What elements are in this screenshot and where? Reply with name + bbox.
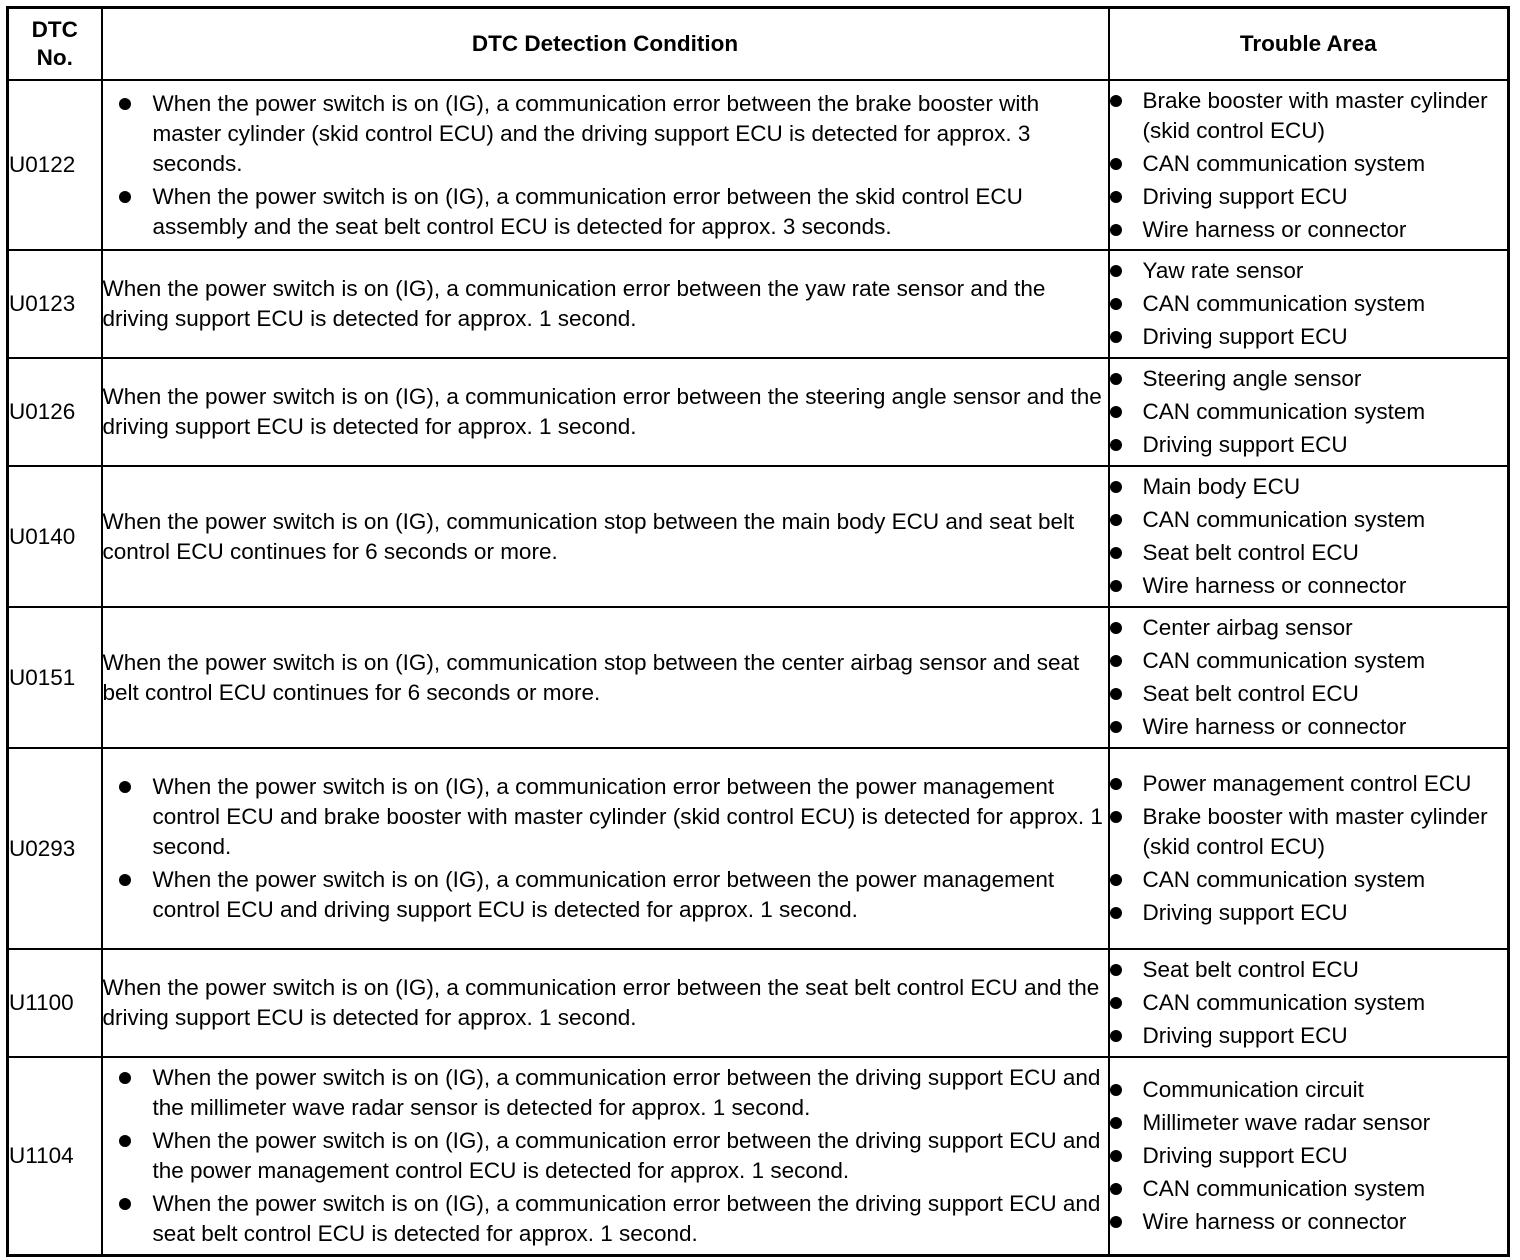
condition-text: When the power switch is on (IG), communication stop between the main body ECU and seat belt control ECU continues for 6 seconds or more. <box>102 508 1075 564</box>
condition-item <box>119 1126 1108 1186</box>
trouble-area-list <box>1110 364 1508 460</box>
header-dtc-no-line2: No. <box>36 45 73 70</box>
trouble-area-text: Steering angle sensor <box>1142 366 1362 391</box>
trouble-area-item <box>1110 322 1508 352</box>
trouble-area-item <box>1110 1207 1508 1237</box>
trouble-area <box>1109 607 1509 748</box>
bullet-icon <box>1110 1117 1122 1129</box>
detection-condition <box>102 949 1109 1057</box>
trouble-area-item <box>1110 430 1508 460</box>
trouble-area-item <box>1110 571 1508 601</box>
trouble-area-text: Power management control ECU <box>1142 771 1472 796</box>
detection-condition <box>102 607 1109 748</box>
dtc-code: U0122 <box>8 80 102 250</box>
trouble-area-text: Yaw rate sensor <box>1142 258 1304 283</box>
table-row <box>8 358 1509 466</box>
condition-item <box>119 1063 1108 1123</box>
trouble-area-item <box>1110 769 1508 799</box>
condition-text: When the power switch is on (IG), a communication error between the seat belt control ECU and the driving support ECU is detected for approx. 1 second. <box>102 975 1100 1030</box>
bullet-icon <box>1110 1183 1122 1195</box>
trouble-area-item <box>1110 646 1508 676</box>
condition-text: When the power switch is on (IG), a communication error between the power management control ECU and driving support ECU is detected for approx. 1 second. <box>152 867 1055 922</box>
trouble-area-text: Wire harness or connector <box>1142 573 1407 598</box>
bullet-icon <box>119 98 131 110</box>
trouble-area-item <box>1110 215 1508 245</box>
bullet-icon <box>1110 622 1122 634</box>
detection-condition <box>102 1057 1109 1255</box>
trouble-area-text: Wire harness or connector <box>1142 714 1407 739</box>
dtc-code: U1100 <box>8 949 102 1057</box>
trouble-area-list <box>1110 472 1508 601</box>
dtc-code: U0151 <box>8 607 102 748</box>
detection-condition <box>102 748 1109 949</box>
bullet-icon <box>1110 964 1122 976</box>
condition-text: When the power switch is on (IG), a communication error between the brake booster with master cylinder (skid control ECU) and the driving support ECU is detected for approx. 3 seconds. <box>152 90 1040 176</box>
bullet-icon <box>119 1072 131 1084</box>
trouble-area-text: Driving support ECU <box>1142 432 1348 457</box>
bullet-icon <box>119 1198 131 1210</box>
trouble-area-item <box>1110 538 1508 568</box>
bullet-icon <box>1110 514 1122 526</box>
trouble-area-item <box>1110 898 1508 928</box>
trouble-area-item <box>1110 86 1508 146</box>
trouble-area-list <box>1110 769 1508 928</box>
trouble-area-item <box>1110 1141 1508 1171</box>
trouble-area-item <box>1110 955 1508 985</box>
bullet-icon <box>1110 1150 1122 1162</box>
trouble-area-text: CAN communication system <box>1142 990 1426 1015</box>
bullet-icon <box>1110 580 1122 592</box>
trouble-area-text: CAN communication system <box>1142 150 1426 176</box>
table-row <box>8 748 1509 949</box>
bullet-icon <box>1110 439 1122 451</box>
trouble-area-text: Wire harness or connector <box>1142 1208 1407 1234</box>
trouble-area-text: CAN communication system <box>1142 399 1426 424</box>
trouble-area-text: Driving support ECU <box>1142 183 1348 209</box>
table-row <box>8 250 1509 358</box>
bullet-icon <box>1110 331 1122 343</box>
trouble-area-text: Center airbag sensor <box>1142 615 1353 640</box>
bullet-icon <box>1110 1084 1122 1096</box>
trouble-area-item <box>1110 149 1508 179</box>
trouble-area-item <box>1110 679 1508 709</box>
trouble-area-item <box>1110 397 1508 427</box>
trouble-area-item <box>1110 1108 1508 1138</box>
detection-condition <box>102 358 1109 466</box>
dtc-code: U0293 <box>8 748 102 949</box>
header-dtc-no-line1: DTC <box>31 17 78 42</box>
condition-list <box>119 89 1108 242</box>
dtc-code: U1104 <box>8 1057 102 1255</box>
table-row <box>8 1057 1509 1255</box>
bullet-icon <box>1110 688 1122 700</box>
trouble-area-item <box>1110 1021 1508 1051</box>
bullet-icon <box>1110 158 1122 170</box>
header-row <box>8 8 1509 81</box>
bullet-icon <box>1110 1216 1122 1228</box>
trouble-area-text: CAN communication system <box>1142 867 1426 892</box>
bullet-icon <box>1110 907 1122 919</box>
trouble-area-text: CAN communication system <box>1142 648 1426 673</box>
trouble-area-text: Brake booster with master cylinder (skid control ECU) <box>1142 87 1488 143</box>
condition-text: When the power switch is on (IG), a communication error between the skid control ECU assembly and the seat belt control ECU is detected for approx. 3 seconds. <box>152 183 1023 239</box>
trouble-area <box>1109 1057 1509 1255</box>
trouble-area-text: Brake booster with master cylinder (skid control ECU) <box>1142 804 1488 859</box>
trouble-area-item <box>1110 364 1508 394</box>
trouble-area-text: Driving support ECU <box>1142 1023 1348 1048</box>
trouble-area <box>1109 466 1509 607</box>
trouble-area-text: Seat belt control ECU <box>1142 681 1359 706</box>
bullet-icon <box>1110 191 1122 203</box>
bullet-icon <box>119 781 131 793</box>
trouble-area-text: Millimeter wave radar sensor <box>1142 1109 1431 1135</box>
bullet-icon <box>1110 224 1122 236</box>
trouble-area-item <box>1110 256 1508 286</box>
condition-item <box>119 772 1108 862</box>
bullet-icon <box>1110 95 1122 107</box>
condition-text: When the power switch is on (IG), communication stop between the center airbag sensor and seat belt control ECU continues for 6 seconds or more. <box>102 649 1080 705</box>
bullet-icon <box>1110 997 1122 1009</box>
trouble-area-text: CAN communication system <box>1142 1175 1426 1201</box>
bullet-icon <box>1110 778 1122 790</box>
bullet-icon <box>1110 721 1122 733</box>
condition-text: When the power switch is on (IG), a communication error between the driving support ECU and the power management control ECU is detected for approx. 1 second. <box>152 1127 1101 1183</box>
trouble-area-list <box>1110 86 1508 245</box>
condition-text: When the power switch is on (IG), a communication error between the yaw rate sensor and the driving support ECU is detected for approx. 1 second. <box>102 276 1046 331</box>
trouble-area-list <box>1110 613 1508 742</box>
trouble-area-item <box>1110 289 1508 319</box>
condition-text: When the power switch is on (IG), a communication error between the driving support ECU and the millimeter wave radar sensor is detected for approx. 1 second. <box>152 1064 1101 1120</box>
trouble-area-item <box>1110 865 1508 895</box>
condition-item <box>119 182 1108 242</box>
trouble-area-text: Wire harness or connector <box>1142 216 1407 242</box>
table-row <box>8 80 1509 250</box>
trouble-area-item <box>1110 505 1508 535</box>
trouble-area <box>1109 250 1509 358</box>
condition-list <box>119 1063 1108 1249</box>
dtc-table <box>6 6 1510 1257</box>
trouble-area-item <box>1110 1075 1508 1105</box>
trouble-area <box>1109 949 1509 1057</box>
bullet-icon <box>1110 1030 1122 1042</box>
bullet-icon <box>1110 811 1122 823</box>
trouble-area-text: CAN communication system <box>1142 291 1426 316</box>
trouble-area-list <box>1110 1075 1508 1237</box>
dtc-code: U0140 <box>8 466 102 607</box>
trouble-area-item <box>1110 988 1508 1018</box>
header-dtc-no <box>8 8 102 81</box>
trouble-area <box>1109 80 1509 250</box>
trouble-area-item <box>1110 182 1508 212</box>
trouble-area-text: Driving support ECU <box>1142 1142 1348 1168</box>
trouble-area-text: Seat belt control ECU <box>1142 540 1359 565</box>
table-row <box>8 607 1509 748</box>
trouble-area-text: Driving support ECU <box>1142 900 1348 925</box>
dtc-code: U0126 <box>8 358 102 466</box>
trouble-area-item <box>1110 613 1508 643</box>
trouble-area-item <box>1110 472 1508 502</box>
bullet-icon <box>1110 265 1122 277</box>
dtc-code: U0123 <box>8 250 102 358</box>
trouble-area-text: CAN communication system <box>1142 507 1426 532</box>
bullet-icon <box>1110 373 1122 385</box>
bullet-icon <box>1110 298 1122 310</box>
bullet-icon <box>119 874 131 886</box>
condition-text: When the power switch is on (IG), a communication error between the driving support ECU and seat belt control ECU is detected for approx. 1 second. <box>152 1190 1101 1246</box>
bullet-icon <box>119 191 131 203</box>
bullet-icon <box>119 1135 131 1147</box>
condition-item <box>119 1189 1108 1249</box>
trouble-area-text: Main body ECU <box>1142 474 1301 499</box>
trouble-area-list <box>1110 955 1508 1051</box>
bullet-icon <box>1110 655 1122 667</box>
bullet-icon <box>1110 547 1122 559</box>
condition-item <box>119 89 1108 179</box>
bullet-icon <box>1110 874 1122 886</box>
trouble-area-item <box>1110 712 1508 742</box>
trouble-area-text: Seat belt control ECU <box>1142 957 1359 982</box>
header-trouble-area: Trouble Area <box>1109 8 1509 81</box>
trouble-area-list <box>1110 256 1508 352</box>
header-condition: DTC Detection Condition <box>102 8 1109 81</box>
condition-list <box>119 772 1108 925</box>
trouble-area <box>1109 358 1509 466</box>
trouble-area-text: Driving support ECU <box>1142 324 1348 349</box>
detection-condition <box>102 466 1109 607</box>
detection-condition <box>102 250 1109 358</box>
trouble-area-item <box>1110 1174 1508 1204</box>
bullet-icon <box>1110 481 1122 493</box>
condition-item <box>119 865 1108 925</box>
trouble-area-item <box>1110 802 1508 862</box>
table-row <box>8 949 1509 1057</box>
trouble-area-text: Communication circuit <box>1142 1076 1364 1102</box>
trouble-area <box>1109 748 1509 949</box>
condition-text: When the power switch is on (IG), a communication error between the steering angle sensor and the driving support ECU is detected for approx. 1 second. <box>102 384 1102 439</box>
table-row <box>8 466 1509 607</box>
condition-text: When the power switch is on (IG), a communication error between the power management control ECU and brake booster with master cylinder (skid control ECU) is detected for approx. 1 second. <box>152 774 1103 859</box>
bullet-icon <box>1110 406 1122 418</box>
detection-condition <box>102 80 1109 250</box>
